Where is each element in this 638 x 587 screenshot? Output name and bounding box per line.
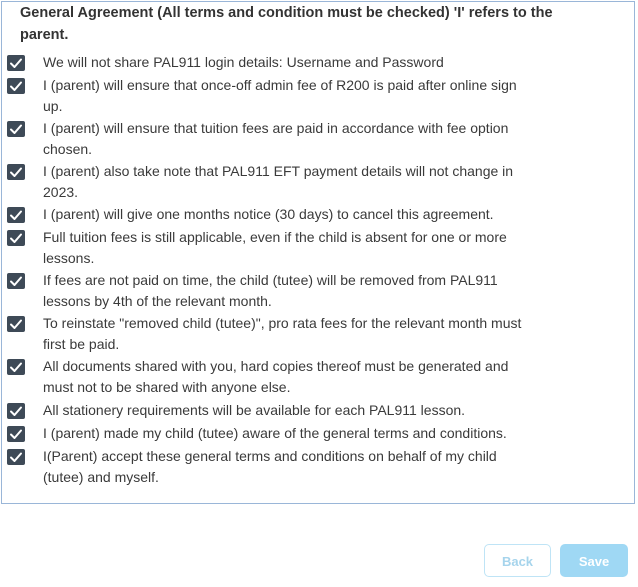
checkmark-icon	[9, 122, 23, 136]
checkmark-icon	[9, 450, 23, 464]
checkmark-icon	[9, 404, 23, 418]
agreement-item-line: up.	[43, 98, 63, 114]
agreement-item-line: All documents shared with you, hard copies thereof must be generated and	[43, 358, 509, 374]
agreement-item-line: I (parent) made my child (tutee) aware of the general terms and conditions.	[43, 425, 507, 441]
agreement-item-text	[43, 446, 603, 488]
agreement-item-line: Full tuition fees is still applicable, even if the child is absent for one or more	[43, 229, 507, 245]
agreement-item-line: lessons by 4th of the relevant month.	[43, 293, 272, 309]
heading-line-2: parent.	[20, 27, 69, 43]
agreement-item-line: first be paid.	[43, 336, 120, 352]
agreement-item-line: (tutee) and myself.	[43, 469, 159, 485]
agreement-checkbox[interactable]	[7, 403, 25, 419]
agreement-item-line: must not to be shared with anyone else.	[43, 379, 291, 395]
heading-line-1: General Agreement (All terms and condition must be checked) 'I' refers to the	[20, 5, 553, 21]
agreement-checkbox[interactable]	[7, 230, 25, 246]
agreement-checkbox[interactable]	[7, 273, 25, 289]
agreement-checkbox[interactable]	[7, 207, 25, 223]
checkmark-icon	[9, 165, 23, 179]
agreement-checkbox[interactable]	[7, 316, 25, 332]
agreement-item-line: I (parent) also take note that PAL911 EFT payment details will not change in	[43, 163, 514, 179]
checkmark-icon	[9, 231, 23, 245]
agreement-checkbox[interactable]	[7, 78, 25, 94]
save-button[interactable]: Save	[560, 544, 628, 577]
agreement-item-text	[43, 52, 603, 73]
agreement-item-text	[43, 204, 603, 225]
agreement-item-text	[43, 75, 603, 117]
agreement-item-line: I (parent) will ensure that tuition fees are paid in accordance with fee option	[43, 120, 509, 136]
agreement-item-text	[43, 423, 603, 444]
agreement-item-line: lessons.	[43, 250, 95, 266]
checkmark-icon	[9, 79, 23, 93]
agreement-item-text	[43, 356, 603, 398]
agreement-heading	[20, 2, 620, 46]
agreement-checkbox[interactable]	[7, 164, 25, 180]
agreement-item-line: I (parent) will ensure that once-off admin fee of R200 is paid after online sign	[43, 77, 517, 93]
back-button[interactable]: Back	[484, 544, 551, 577]
agreement-item-text	[43, 313, 603, 355]
agreement-item-text	[43, 161, 603, 203]
checkmark-icon	[9, 317, 23, 331]
checkmark-icon	[9, 360, 23, 374]
agreement-item-text	[43, 400, 603, 421]
agreement-checkbox[interactable]	[7, 359, 25, 375]
agreement-item-line: To reinstate "removed child (tutee)", pro rata fees for the relevant month must	[43, 315, 522, 331]
checkmark-icon	[9, 427, 23, 441]
agreement-checkbox[interactable]	[7, 121, 25, 137]
agreement-item-line: All stationery requirements will be available for each PAL911 lesson.	[43, 402, 466, 418]
agreement-item-line: We will not share PAL911 login details: Username and Password	[43, 54, 444, 70]
agreement-item-line: I(Parent) accept these general terms and conditions on behalf of my child	[43, 448, 497, 464]
agreement-item-text	[43, 270, 603, 312]
agreement-item-line: chosen.	[43, 141, 93, 157]
agreement-item-text	[43, 227, 603, 269]
agreement-checkbox[interactable]	[7, 55, 25, 71]
agreement-checkbox[interactable]	[7, 449, 25, 465]
agreement-item-text	[43, 118, 603, 160]
checkmark-icon	[9, 208, 23, 222]
agreement-item-line: I (parent) will give one months notice (30 days) to cancel this agreement.	[43, 206, 494, 222]
checkmark-icon	[9, 56, 23, 70]
agreement-item-line: 2023.	[43, 184, 79, 200]
agreement-item-line: If fees are not paid on time, the child (tutee) will be removed from PAL911	[43, 272, 498, 288]
checkmark-icon	[9, 274, 23, 288]
agreement-checkbox[interactable]	[7, 426, 25, 442]
